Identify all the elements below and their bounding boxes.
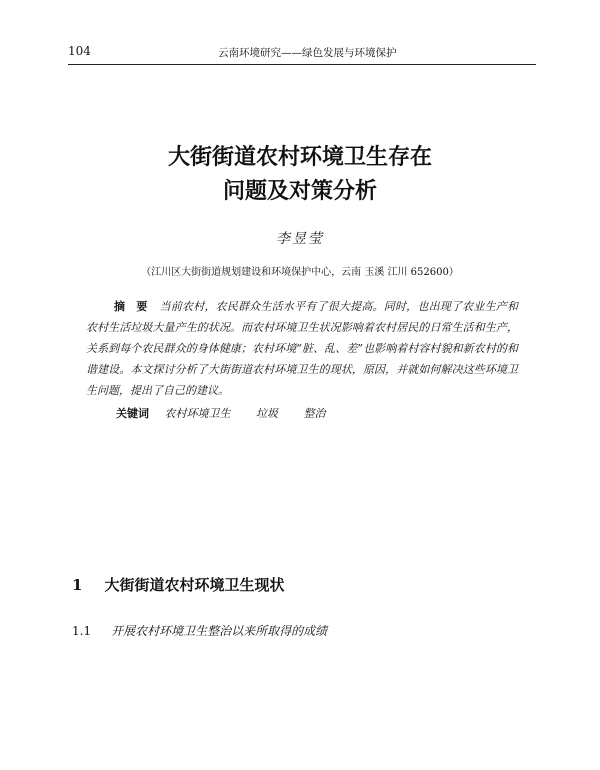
keyword: 垃圾 (256, 407, 278, 420)
subsection-title: 开展农村环境卫生整治以来所取得的成绩 (111, 624, 328, 638)
keywords-label: 关键词 (116, 407, 149, 420)
keyword: 农村环境卫生 (164, 407, 231, 420)
section-heading (72, 574, 284, 595)
keywords (116, 405, 348, 421)
abstract (86, 296, 518, 401)
abstract-label: 摘 要 (114, 300, 148, 313)
section-title: 大街街道农村环境卫生现状 (104, 576, 285, 594)
affiliation: （江川区大街街道规划建设和环境保护中心，云南 玉溪 江川 652600） (141, 267, 459, 278)
keyword: 整治 (303, 407, 326, 420)
title-line-2: 问题及对策分析 (222, 178, 377, 204)
running-header (68, 44, 536, 62)
subsection-number: 1.1 (72, 624, 92, 638)
title-line-1: 大街街道农村环境卫生存在 (167, 144, 432, 170)
author: 李昱莹 (276, 231, 324, 247)
page-number: 104 (68, 44, 91, 58)
abstract-text: 当前农村，农民群众生活水平有了很大提高。同时，也出现了农业生产和农村生活垃圾大量产生的状况。而农村环境卫生状况影响着农村居民的日常生活和生产，关系到每个农民群众的身体健康；农村环境“脏、乱、差”也影响着村容村貌和新农村的和谐建设。本文探讨分析了大街街道农村环境卫生的现状，原因，并就如何解决这些环境卫生问题，提出了自己的建议。 (86, 300, 519, 397)
header-rule (68, 64, 536, 65)
paper-title (0, 140, 600, 208)
subsection-heading (72, 622, 327, 639)
running-title: 云南环境研究——绿色发展与环境保护 (218, 47, 397, 59)
section-number: 1 (72, 576, 83, 594)
